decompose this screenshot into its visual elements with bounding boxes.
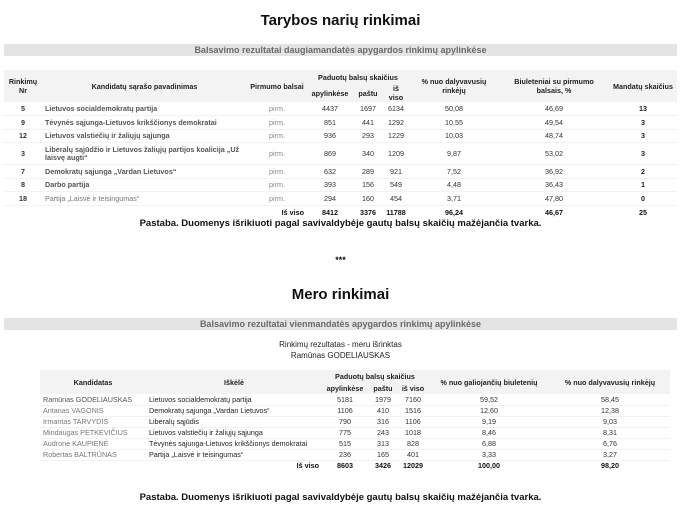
cell-total: 828 [398, 438, 428, 449]
cell-precincts: 294 [307, 192, 353, 206]
mayor-results-table [40, 370, 670, 471]
cell-mandates: 13 [609, 102, 677, 116]
cell-pct-voters: 10,03 [409, 129, 499, 143]
cell-nr: 9 [4, 116, 42, 130]
col-header-votes-group: Paduotų balsų skaičius [322, 370, 428, 382]
cell-nominator: Demokratų sąjunga „Vardan Lietuvos“ [146, 405, 322, 416]
cell-total: 549 [383, 178, 409, 192]
cell-nr: 18 [4, 192, 42, 206]
col-header-candidate: Kandidatas [40, 370, 146, 394]
cell-pct-valid: 6,88 [428, 438, 550, 449]
cell-party-name: Lietuvos socialdemokratų partija [42, 102, 247, 116]
totals-row [40, 460, 670, 471]
cell-precincts: 515 [322, 438, 368, 449]
col-header-total: iš viso [383, 84, 409, 102]
cell-pct-voters: 50,08 [409, 102, 499, 116]
cell-pct-voters: 9,03 [550, 416, 670, 427]
cell-party-name: Lietuvos valstiečių ir žaliųjų sąjunga [42, 129, 247, 143]
cell-total: 1209 [383, 143, 409, 165]
cell-mail: 1979 [368, 394, 398, 405]
total-precincts: 8603 [337, 461, 353, 471]
cell-mandates: 2 [609, 165, 677, 179]
cell-total: 1018 [398, 427, 428, 438]
cell-candidate: Irmantas TARVYDIS [40, 416, 146, 427]
cell-nominator: Liberalų sąjūdis [146, 416, 322, 427]
cell-mail: 441 [353, 116, 383, 130]
col-header-votes-group: Paduotų balsų skaičius [307, 70, 409, 84]
table-row [40, 449, 670, 460]
cell-nominator: Lietuvos valstiečių ir žaliųjų sąjunga [146, 427, 322, 438]
col-header-nominator: Iškėlė [146, 370, 322, 394]
table-row [4, 102, 677, 116]
cell-party-name: Tėvynės sąjunga-Lietuvos krikščionys demokratai [42, 116, 247, 130]
col-header-pct-valid: % nuo galiojančių biuletenių [428, 370, 550, 394]
cell-mandates: 3 [609, 129, 677, 143]
council-results-table [4, 70, 677, 219]
table-row [40, 394, 670, 405]
col-header-precincts: apylinkėse [307, 84, 353, 102]
priority-link[interactable]: pirm. [247, 178, 307, 192]
cell-candidate: Audronė KAUPIENĖ [40, 438, 146, 449]
priority-link[interactable]: pirm. [247, 129, 307, 143]
cell-mail: 289 [353, 165, 383, 179]
cell-pct-voters: 9,87 [409, 143, 499, 165]
table-row [40, 438, 670, 449]
cell-pct-priority: 47,80 [499, 192, 609, 206]
council-subtitle-band: Balsavimo rezultatai daugiamandatės apygardos rinkimų apylinkėse [4, 44, 677, 56]
cell-precincts: 5181 [322, 394, 368, 405]
col-header-total: iš viso [398, 382, 428, 394]
cell-pct-priority: 48,74 [499, 129, 609, 143]
cell-total: 7160 [398, 394, 428, 405]
table-row [4, 143, 677, 165]
cell-precincts: 236 [322, 449, 368, 460]
cell-pct-voters: 6,76 [550, 438, 670, 449]
cell-mail: 293 [353, 129, 383, 143]
priority-link[interactable]: pirm. [247, 192, 307, 206]
cell-precincts: 1106 [322, 405, 368, 416]
cell-mail: 1697 [353, 102, 383, 116]
cell-total: 1292 [383, 116, 409, 130]
cell-precincts: 936 [307, 129, 353, 143]
cell-pct-priority: 49,54 [499, 116, 609, 130]
cell-mail: 160 [353, 192, 383, 206]
cell-mail: 313 [368, 438, 398, 449]
cell-pct-priority: 46,69 [499, 102, 609, 116]
table-row [40, 427, 670, 438]
total-pct-voters: 96,24 [445, 207, 463, 217]
cell-total: 1516 [398, 405, 428, 416]
cell-pct-voters: 7,52 [409, 165, 499, 179]
cell-pct-valid: 59,52 [428, 394, 550, 405]
cell-mandates: 1 [609, 178, 677, 192]
cell-party-name: Darbo partija [42, 178, 247, 192]
cell-pct-voters: 10,55 [409, 116, 499, 130]
col-header-pct-voters: % nuo dalyvavusių rinkėjų [550, 370, 670, 394]
cell-nr: 8 [4, 178, 42, 192]
council-note: Pastaba. Duomenys išrikiuoti pagal savivaldybėje gautų balsų skaičių mažėjančia tvarka. [139, 218, 542, 229]
table-row [4, 129, 677, 143]
cell-candidate: Mindaugas PETKEVIČIUS [40, 427, 146, 438]
col-header-precincts: apylinkėse [322, 382, 368, 394]
cell-pct-voters: 12,38 [550, 405, 670, 416]
cell-precincts: 775 [322, 427, 368, 438]
cell-nr: 7 [4, 165, 42, 179]
table-row [4, 165, 677, 179]
cell-nominator: Tėvynės sąjunga-Lietuvos krikščionys demokratai [146, 438, 322, 449]
col-header-pct-priority: Biuleteniai su pirmumo balsais, % [499, 70, 609, 102]
cell-pct-valid: 3,33 [428, 449, 550, 460]
cell-mail: 165 [368, 449, 398, 460]
cell-precincts: 869 [307, 143, 353, 165]
cell-mandates: 3 [609, 143, 677, 165]
col-header-nr: Rinkimų Nr [4, 70, 42, 102]
winner-name: Ramūnas GODELIAUSKAS [290, 351, 391, 360]
cell-pct-priority: 53,02 [499, 143, 609, 165]
cell-pct-voters: 3,71 [409, 192, 499, 206]
cell-pct-valid: 9,19 [428, 416, 550, 427]
table-row [4, 116, 677, 130]
total-mandates: 25 [639, 207, 647, 217]
cell-total: 921 [383, 165, 409, 179]
cell-pct-voters: 4,48 [409, 178, 499, 192]
totals-row [4, 205, 677, 219]
priority-link[interactable]: pirm. [247, 143, 307, 165]
table-row [4, 178, 677, 192]
cell-mail: 156 [353, 178, 383, 192]
cell-party-name: Partija „Laisvė ir teisingumas“ [42, 192, 247, 206]
cell-precincts: 790 [322, 416, 368, 427]
total-total: 11788 [386, 207, 406, 217]
col-header-priority: Pirmumo balsai [247, 70, 307, 102]
col-header-mail: paštu [353, 84, 383, 102]
cell-total: 6134 [383, 102, 409, 116]
totals-label: Iš viso [296, 461, 319, 471]
cell-precincts: 393 [307, 178, 353, 192]
cell-precincts: 851 [307, 116, 353, 130]
cell-pct-voters: 8,31 [550, 427, 670, 438]
cell-total: 454 [383, 192, 409, 206]
cell-mail: 243 [368, 427, 398, 438]
cell-mandates: 0 [609, 192, 677, 206]
cell-precincts: 632 [307, 165, 353, 179]
priority-link[interactable]: pirm. [247, 102, 307, 116]
col-header-name: Kandidatų sąrašo pavadinimas [42, 70, 247, 102]
table-row [4, 192, 677, 206]
cell-candidate: Robertas BALTRŪNAS [40, 449, 146, 460]
mayor-title: Mero rinkimai [291, 286, 390, 303]
col-header-mandates: Mandatų skaičius [609, 70, 677, 102]
cell-party-name: Demokratų sąjunga „Vardan Lietuvos“ [42, 165, 247, 179]
total-pct-voters: 98,20 [601, 461, 619, 471]
mayor-subtitle-band: Balsavimo rezultatai vienmandatės apygardos rinkimų apylinkėse [4, 318, 677, 330]
cell-party-name: Liberalų sąjūdžio ir Lietuvos žaliųjų partijos koalicija „Už laisvę augti“ [42, 143, 247, 165]
cell-pct-voters: 58,45 [550, 394, 670, 405]
result-label: Rinkimų rezultatas - meru išrinktas [279, 340, 402, 349]
totals-label: Iš viso [281, 207, 304, 217]
cell-total: 401 [398, 449, 428, 460]
cell-mail: 316 [368, 416, 398, 427]
total-mail: 3376 [360, 207, 376, 217]
cell-nominator: Partija „Laisvė ir teisingumas“ [146, 449, 322, 460]
total-pct-valid: 100,00 [478, 461, 500, 471]
table-row [40, 405, 670, 416]
council-title: Tarybos narių rinkimai [260, 12, 421, 29]
cell-mail: 410 [368, 405, 398, 416]
cell-nr: 12 [4, 129, 42, 143]
cell-pct-priority: 36,92 [499, 165, 609, 179]
total-total: 12029 [403, 461, 423, 471]
cell-nominator: Lietuvos socialdemokratų partija [146, 394, 322, 405]
cell-candidate: Ramūnas GODELIAUSKAS [40, 394, 146, 405]
cell-nr: 5 [4, 102, 42, 116]
total-pct-priority: 46,67 [545, 207, 563, 217]
cell-total: 1229 [383, 129, 409, 143]
col-header-pct-voters: % nuo dalyvavusių rinkėjų [409, 70, 499, 102]
cell-mail: 340 [353, 143, 383, 165]
cell-total: 1106 [398, 416, 428, 427]
cell-mandates: 3 [609, 116, 677, 130]
priority-link[interactable]: pirm. [247, 165, 307, 179]
total-precincts: 8412 [322, 207, 338, 217]
separator: *** [335, 255, 346, 265]
col-header-mail: paštu [368, 382, 398, 394]
cell-precincts: 4437 [307, 102, 353, 116]
mayor-note: Pastaba. Duomenys išrikiuoti pagal savivaldybėje gautų balsų skaičių mažėjančia tvarka. [139, 492, 542, 503]
cell-pct-valid: 8,46 [428, 427, 550, 438]
cell-pct-priority: 36,43 [499, 178, 609, 192]
priority-link[interactable]: pirm. [247, 116, 307, 130]
table-row [40, 416, 670, 427]
cell-nr: 3 [4, 143, 42, 165]
cell-pct-voters: 3,27 [550, 449, 670, 460]
total-mail: 3426 [375, 461, 391, 471]
cell-pct-valid: 12,60 [428, 405, 550, 416]
cell-candidate: Antanas VAGONIS [40, 405, 146, 416]
